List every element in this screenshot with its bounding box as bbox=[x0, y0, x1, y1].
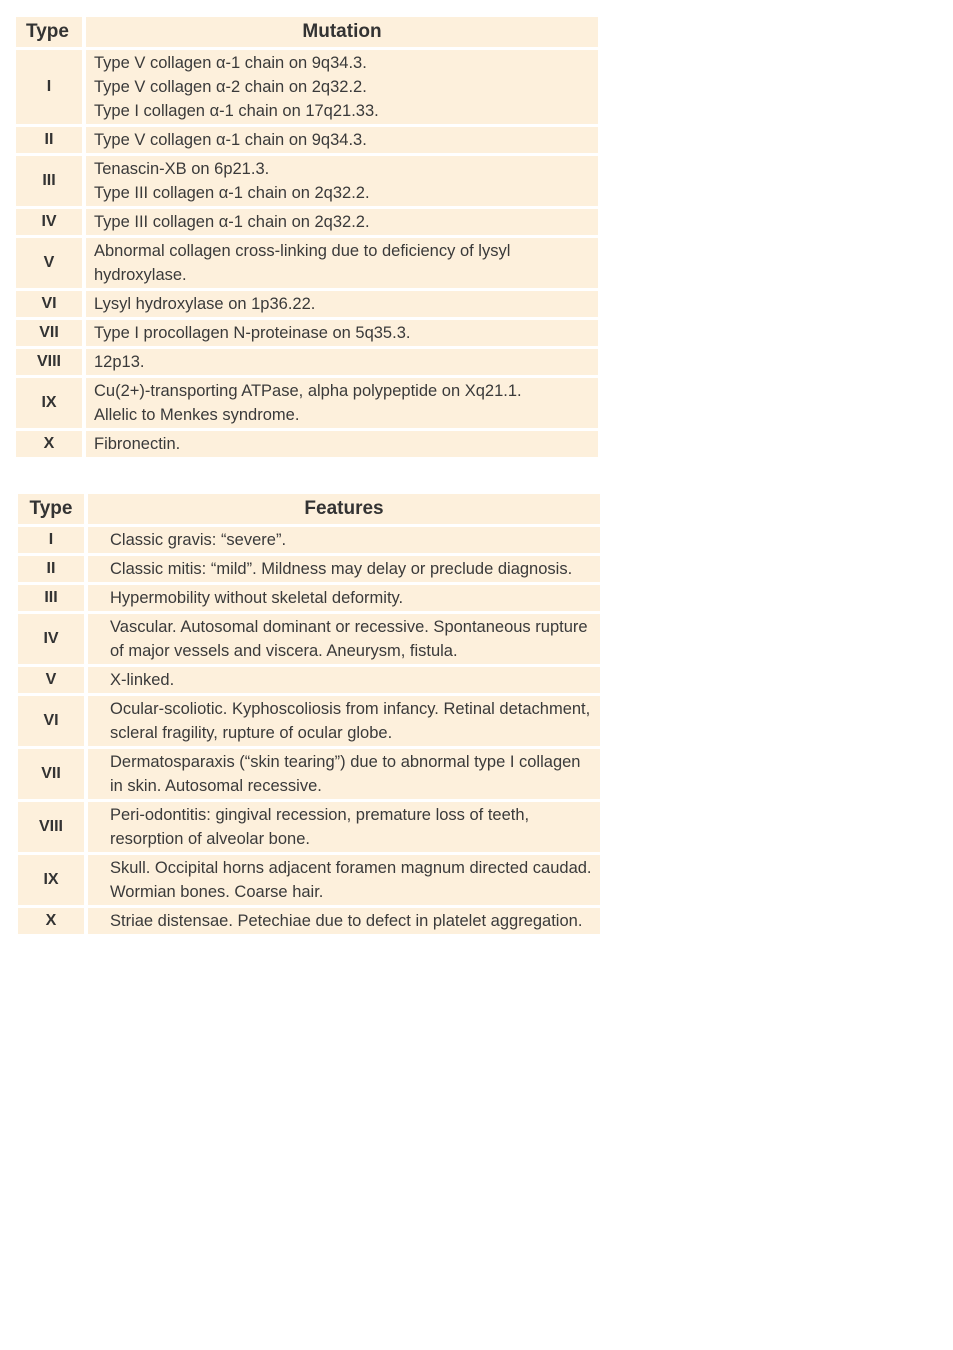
type-cell: VII bbox=[18, 749, 88, 802]
table-row bbox=[18, 908, 600, 937]
features-table-header bbox=[18, 494, 600, 527]
type-cell: VIII bbox=[16, 349, 86, 378]
table-row bbox=[18, 556, 600, 585]
description-line: Lysyl hydroxylase on 1p36.22. bbox=[94, 295, 316, 313]
description-cell bbox=[86, 156, 598, 209]
description-line: Type V collagen α-1 chain on 9q34.3. bbox=[94, 131, 367, 149]
type-cell: III bbox=[16, 156, 86, 209]
table-row bbox=[16, 127, 598, 156]
features-table bbox=[18, 494, 600, 937]
table-row bbox=[16, 291, 598, 320]
table-row bbox=[16, 50, 598, 127]
description-cell bbox=[88, 667, 600, 696]
mutation-table bbox=[16, 17, 598, 460]
type-cell: IX bbox=[18, 855, 88, 908]
table-row bbox=[16, 320, 598, 349]
type-cell: I bbox=[16, 50, 86, 127]
description-cell bbox=[88, 802, 600, 855]
table-row bbox=[16, 378, 598, 431]
type-cell: VII bbox=[16, 320, 86, 349]
description-line: Fibronectin. bbox=[94, 435, 181, 453]
description-line: Classic gravis: “severe”. bbox=[110, 531, 287, 549]
description-line: Type III collagen α-1 chain on 2q32.2. bbox=[94, 213, 370, 231]
table-row bbox=[16, 349, 598, 378]
type-cell: I bbox=[18, 527, 88, 556]
type-cell: II bbox=[16, 127, 86, 156]
table-row bbox=[16, 156, 598, 209]
description-cell bbox=[86, 127, 598, 156]
table-row bbox=[18, 614, 600, 667]
description-cell bbox=[88, 556, 600, 585]
description-line: Abnormal collagen cross-linking due to deficiency of lysyl hydroxylase. bbox=[94, 242, 511, 284]
table-row bbox=[16, 209, 598, 238]
table-row bbox=[18, 585, 600, 614]
description-line: Tenascin-XB on 6p21.3. bbox=[94, 160, 270, 178]
description-line: Ocular-scoliotic. Kyphoscoliosis from infancy. Retinal detachment, scleral fragility, rupture of ocular globe. bbox=[110, 700, 591, 742]
description-line: Dermatosparaxis (“skin tearing”) due to abnormal type I collagen in skin. Autosomal recessive. bbox=[110, 753, 581, 795]
description-cell bbox=[86, 320, 598, 349]
description-line: Allelic to Menkes syndrome. bbox=[94, 406, 300, 424]
description-cell bbox=[86, 378, 598, 431]
table-row bbox=[16, 431, 598, 460]
description-cell bbox=[86, 238, 598, 291]
description-cell bbox=[86, 291, 598, 320]
type-cell: II bbox=[18, 556, 88, 585]
description-cell bbox=[86, 50, 598, 127]
type-cell: V bbox=[16, 238, 86, 291]
description-line: Classic mitis: “mild”. Mildness may delay or preclude diagnosis. bbox=[110, 560, 573, 578]
type-cell: V bbox=[18, 667, 88, 696]
description-cell bbox=[88, 908, 600, 937]
table-row bbox=[18, 855, 600, 908]
table-row bbox=[18, 667, 600, 696]
description-line: Type III collagen α-1 chain on 2q32.2. bbox=[94, 184, 370, 202]
mutation-table-header bbox=[16, 17, 598, 50]
type-column-header: Type bbox=[16, 17, 86, 50]
table-row bbox=[18, 527, 600, 556]
type-column-header: Type bbox=[18, 494, 88, 527]
mutation-column-header: Mutation bbox=[86, 17, 598, 50]
description-cell bbox=[88, 585, 600, 614]
type-cell: X bbox=[18, 908, 88, 937]
type-cell: VI bbox=[18, 696, 88, 749]
description-line: Type I procollagen N-proteinase on 5q35.3. bbox=[94, 324, 411, 342]
description-cell bbox=[88, 855, 600, 908]
table-row bbox=[18, 749, 600, 802]
type-cell: III bbox=[18, 585, 88, 614]
description-cell bbox=[88, 614, 600, 667]
description-line: Skull. Occipital horns adjacent foramen magnum directed caudad. Wormian bones. Coarse hair. bbox=[110, 859, 592, 901]
type-cell: X bbox=[16, 431, 86, 460]
description-cell bbox=[88, 527, 600, 556]
description-line: Cu(2+)-transporting ATPase, alpha polypeptide on Xq21.1. bbox=[94, 382, 522, 400]
description-line: Type V collagen α-1 chain on 9q34.3. bbox=[94, 54, 367, 72]
description-cell bbox=[88, 696, 600, 749]
description-line: Peri-odontitis: gingival recession, premature loss of teeth, resorption of alveolar bone. bbox=[110, 806, 530, 848]
description-line: Vascular. Autosomal dominant or recessive. Spontaneous rupture of major vessels and viscera. Aneurysm, fistula. bbox=[110, 618, 588, 660]
description-cell bbox=[88, 749, 600, 802]
description-line: Hypermobility without skeletal deformity. bbox=[110, 589, 404, 607]
type-cell: IV bbox=[16, 209, 86, 238]
description-line: Striae distensae. Petechiae due to defect in platelet aggregation. bbox=[110, 912, 583, 930]
table-row bbox=[18, 802, 600, 855]
description-line: X-linked. bbox=[110, 671, 175, 689]
table-row bbox=[18, 696, 600, 749]
description-line: 12p13. bbox=[94, 353, 145, 371]
type-cell: VIII bbox=[18, 802, 88, 855]
description-cell bbox=[86, 209, 598, 238]
type-cell: IV bbox=[18, 614, 88, 667]
description-line: Type V collagen α-2 chain on 2q32.2. bbox=[94, 78, 367, 96]
table-row bbox=[16, 238, 598, 291]
features-column-header: Features bbox=[88, 494, 600, 527]
description-cell bbox=[86, 349, 598, 378]
description-cell bbox=[86, 431, 598, 460]
type-cell: VI bbox=[16, 291, 86, 320]
description-line: Type I collagen α-1 chain on 17q21.33. bbox=[94, 102, 379, 120]
type-cell: IX bbox=[16, 378, 86, 431]
